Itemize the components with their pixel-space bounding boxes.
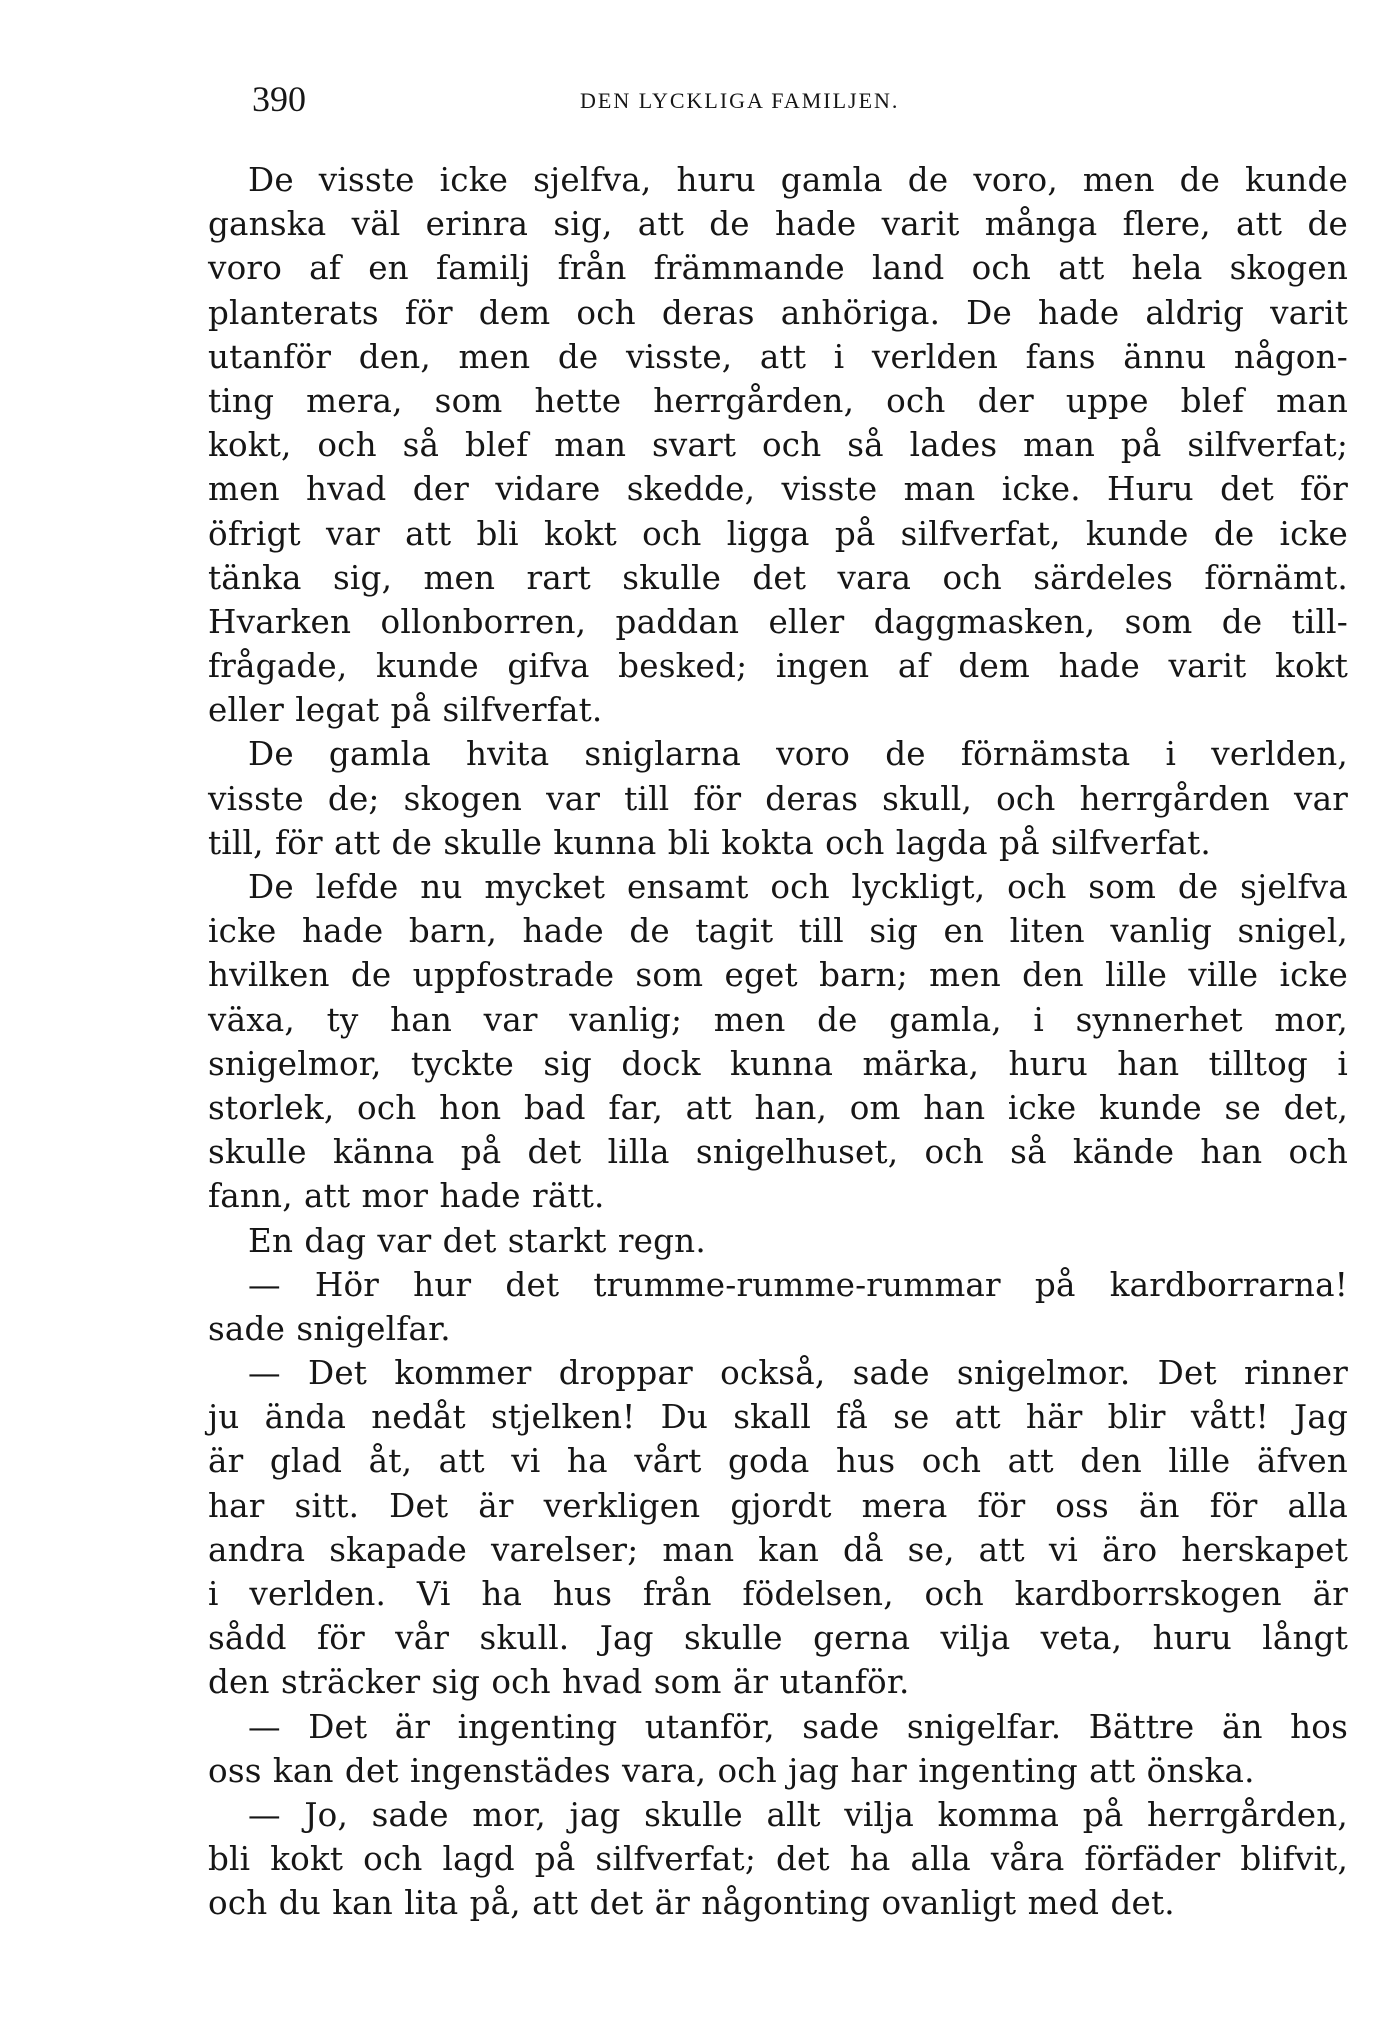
text-line: andra skapade varelser; man kan då se, att vi äro herskapet <box>208 1530 1348 1569</box>
text-line: i verlden. Vi ha hus från födelsen, och kardborrskogen är <box>208 1575 1348 1613</box>
text-line: De lefde nu mycket ensamt och lyckligt, och som de sjelfva <box>248 868 1348 906</box>
text-line: tänka sig, men rart skulle det vara och särdeles förnämt. <box>208 558 1348 597</box>
text-line: skulle känna på det lilla snigelhuset, och så kände han och <box>208 1133 1348 1172</box>
paragraph <box>208 1263 1348 1351</box>
text-line: den sträcker sig och hvad som är utanför. <box>208 1663 910 1702</box>
page-number: 390 <box>252 79 306 119</box>
text-line: De visste icke sjelfva, huru gamla de voro, men de kunde <box>248 161 1348 199</box>
paragraph <box>208 732 1348 865</box>
text-line: planterats för dem och deras anhöriga. De hade aldrig varit <box>208 293 1348 332</box>
paragraph <box>208 1705 1348 1793</box>
text-line: och du kan lita på, att det är någonting ovanligt med det. <box>208 1884 1175 1923</box>
text-line: växa, ty han var vanlig; men de gamla, i synnerhet mor, <box>208 1000 1348 1039</box>
text-line: — Det kommer droppar också, sade snigelmor. Det rinner <box>248 1354 1348 1393</box>
paragraph <box>208 1793 1348 1926</box>
text-body <box>208 158 1348 1926</box>
text-line: — Det är ingenting utanför, sade snigelfar. Bättre än hos <box>248 1707 1348 1746</box>
text-line: kokt, och så blef man svart och så lades man på silfverfat; <box>208 426 1348 465</box>
text-line: — Jo, sade mor, jag skulle allt vilja komma på herrgården, <box>248 1795 1348 1834</box>
text-line: men hvad der vidare skedde, visste man icke. Huru det för <box>208 470 1348 509</box>
text-line: sådd för vår skull. Jag skulle gerna vilja veta, huru långt <box>208 1619 1348 1658</box>
text-line: ganska väl erinra sig, att de hade varit många flere, att de <box>208 205 1348 244</box>
text-line: bli kokt och lagd på silfverfat; det ha alla våra förfäder blifvit, <box>208 1840 1348 1879</box>
text-line: har sitt. Det är verkligen gjordt mera för oss än för alla <box>208 1486 1348 1525</box>
text-line: — Hör hur det trumme-rumme-rummar på kardborrarna! <box>248 1265 1348 1304</box>
paragraph <box>208 1351 1348 1705</box>
text-line: Hvarken ollonborren, paddan eller daggmasken, som de till- <box>208 602 1348 641</box>
text-line: fann, att mor hade rätt. <box>208 1177 605 1216</box>
text-line: De gamla hvita sniglarna voro de förnämsta i verlden, <box>248 735 1348 774</box>
text-line: snigelmor, tyckte sig dock kunna märka, huru han tilltog i <box>208 1044 1348 1083</box>
book-page <box>208 78 1348 1926</box>
running-head: DEN LYCKLIGA FAMILJEN. <box>580 88 900 113</box>
paragraph <box>208 1219 1348 1263</box>
text-line: icke hade barn, hade de tagit till sig en liten vanlig snigel, <box>208 912 1348 951</box>
paragraph <box>208 865 1348 1219</box>
page-header <box>208 78 1348 134</box>
text-line: till, för att de skulle kunna bli kokta och lagda på silfverfat. <box>208 823 1211 862</box>
text-line: En dag var det starkt regn. <box>248 1221 706 1260</box>
text-line: visste de; skogen var till för deras skull, och herrgården var <box>208 779 1348 818</box>
text-line: storlek, och hon bad far, att han, om han icke kunde se det, <box>208 1088 1348 1127</box>
text-line: oss kan det ingenstädes vara, och jag har ingenting att önska. <box>208 1751 1255 1790</box>
text-line: öfrigt var att bli kokt och ligga på silfverfat, kunde de icke <box>208 514 1348 553</box>
text-line: hvilken de uppfostrade som eget barn; men den lille ville icke <box>208 956 1348 995</box>
text-line: frågade, kunde gifva besked; ingen af dem hade varit kokt <box>208 647 1348 686</box>
paragraph <box>208 158 1348 732</box>
text-line: är glad åt, att vi ha vårt goda hus och att den lille äfven <box>208 1442 1348 1481</box>
text-line: voro af en familj från främmande land och att hela skogen <box>208 249 1348 288</box>
text-line: ju ända nedåt stjelken! Du skall få se att här blir vått! Jag <box>208 1398 1348 1437</box>
text-line: eller legat på silfverfat. <box>208 691 603 730</box>
text-line: sade snigelfar. <box>208 1309 451 1348</box>
text-line: ting mera, som hette herrgården, och der uppe blef man <box>208 381 1348 420</box>
text-line: utanför den, men de visste, att i verlden fans ännu någon- <box>208 337 1348 376</box>
